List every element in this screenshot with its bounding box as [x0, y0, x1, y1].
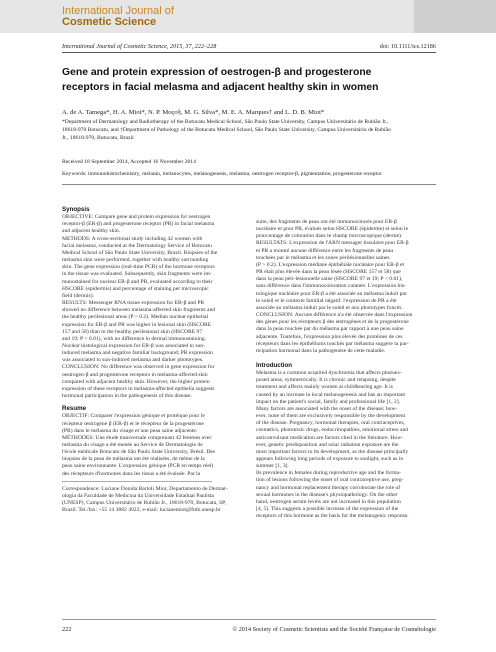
affiliation-line: *Department of Dermatology and Radiotherapy of the Botucatu Medical School, São Paulo State University, Campus Universitário de Rubião Jr., [62, 119, 389, 125]
introduction-line: impact on the patient's social, family and professional life [1, 2]. [256, 398, 401, 405]
synopsis-line: Medical School of São Paulo State University, Brazil. Biopsies of the [62, 249, 218, 256]
synopsis-line: in the tissue was evaluated. Subsequently, skin fragments were im- [62, 271, 212, 278]
synopsis-line: induced melasma and negative familiar background; PR expression [62, 350, 213, 357]
introduction-line: appears following long periods of exposure to sunlight, such as in [256, 456, 404, 462]
resume-line: biopsies de la peau de mélasma ont été réalisées, de même de la [62, 456, 205, 463]
resume-line: suite, des fragments de peau ont été immunocolorés pour ER-β [256, 219, 397, 225]
resume-line: le soleil et le contexte familial négatif. l'expression de PR a été [256, 297, 397, 304]
resume-line: CONCLUSION: Aucune différence n'a été observée dans l'expression [256, 312, 413, 319]
introduction-line: sexual hormones in the disease's physiopathology. On the other [256, 491, 398, 498]
introduction-line: ever, genetic predisposition and solar radiation exposure are the [256, 441, 399, 448]
correspondence-line: ologia da Faculdade de Medicina da Universidade Estadual Paulista [62, 492, 214, 499]
correspondence [62, 486, 242, 515]
resume-line: tologique nucléaire pour ER-β a été associée au mélasma induit par [256, 290, 407, 297]
resume-line: dans la peau péri-lésionnelle saine (HSCORE 97 et 19; P < 0.01), [256, 276, 403, 283]
synopsis-line: and adjacent healthy skin. [62, 228, 121, 235]
resume-line: récepteurs dans les épithéliums touchés par mélasma suggère la par- [256, 340, 409, 347]
synopsis-line: was associated to sun-induced melasma and darker phototypes. [62, 357, 204, 364]
synopsis-line: melasma skin were performed, together with healthy surrounding [62, 257, 209, 264]
resume-line: sans différence dans l'immunocoloration cutanée. L'expression his- [256, 283, 406, 290]
synopsis-line: field (dermis). [62, 292, 94, 299]
banner-graphic [414, 0, 496, 33]
introduction-line: hand, oestrogen serum levels are not increased in this population [256, 498, 401, 505]
resume-line: dans la peau touchée par du mélasma par rapport à une peau saine [256, 326, 404, 333]
resume-continued-text [256, 219, 436, 355]
journal-logo [62, 6, 212, 28]
correspondence-divider [62, 481, 212, 482]
introduction-line: anticonvulsant medication are factors cited in the literature. How- [256, 434, 404, 441]
synopsis-heading: Synopsis [62, 206, 90, 213]
introduction-text [256, 370, 436, 520]
journal-logo-line-1: International Journal of [62, 5, 174, 17]
correspondence-line: Brazil. Tel./fax: +55 14 3882 4922; e-mail: lucianemiot@fmb.unesp.br [62, 507, 221, 514]
resume-line: des gènes pour les récepteurs β des œstrogènes et de la progestérone [256, 319, 409, 326]
resume-line: MÉTHODES: Une étude transversale comprenant 42 femmes avec [62, 434, 212, 441]
resume-line: pourcentage de coloration dans le champ microscopique (derme). [256, 233, 403, 240]
affiliation-line: Jr., 18618-970, Botucatu, Brazil [62, 135, 134, 141]
synopsis-line: expression for ER-β and PR was higher in lesional skin (HSCORE [62, 321, 212, 328]
resume-line: nucléaire et pour PR, évalués selon HSCORE (épiderme) et selon le [256, 226, 409, 233]
synopsis-line: expression of these receptors in melasma-affected epithelia suggests [62, 385, 215, 392]
footer-divider [62, 619, 436, 620]
keywords: Keywords: immunohistochemistry, melanin, melanocytes, melanogenesis, melasma, oestrogen receptor-β, pigmentation, progesterone receptor [62, 171, 382, 177]
resume-line: et PR a montré aucune différence entre les fragments de peau [256, 247, 394, 254]
title-line: receptors in facial melasma and adjacent healthy skin in women [62, 82, 379, 93]
synopsis-line: Nuclear histological expression for ER-β was associated to sun- [62, 342, 205, 349]
synopsis-line: HSCORE (epidermis) and percentage of staining per microscopic [62, 285, 209, 292]
resume-line: l'école médicale Botucatu de São Paulo State University, Brésil. Des [62, 449, 216, 456]
introduction-line: cosmetics, phototoxic drugs, endocrinopathies, emotional stress and [256, 427, 409, 434]
introduction-line: tion of lesions following the onset of oral contraceptive use, preg- [256, 477, 404, 484]
resume-line: ticipation hormonal dans la pathogenèse de cette maladie. [256, 347, 386, 354]
introduction-line: [4, 5]. This suggests a possible increase of the expression of the [256, 506, 399, 513]
resume-line: (PR) dans le mélasma du visage et une peau saine adjacente. [62, 427, 198, 434]
journal-citation: International Journal of Cosmetic Science, 2015, 37, 222–228 [62, 43, 217, 50]
introduction-line: Many factors are associated with the onset of the disease; how- [256, 405, 398, 412]
introduction-line: treatment and affects mainly women at childbearing age. It is [256, 384, 393, 391]
synopsis-line: 157 and 58) than in the healthy perilesional skin (HSCORE 97 [62, 328, 203, 335]
resume-line: RESULTATS: L'expression de l'ARN messager tissulaire pour ER-β [256, 240, 409, 247]
introduction-line: Melasma is a common acquired dyschromia that affects photoex- [256, 370, 402, 377]
synopsis-line: the healthy perilesional areas (P > 0.2). Median nuclear epithelial [62, 314, 208, 321]
journal-banner [0, 0, 496, 33]
resume-line: peau saine environnante. L'expression génique (PCR en temps réel) [62, 463, 214, 470]
synopsis-line: skin. The gene expression (real-time PCR) of the hormone receptors [62, 264, 215, 271]
resume-line: (P > 0.2). L'expression médiane épithéliale nucléaire pour ER-β et [256, 261, 404, 268]
introduction-line: nancy and hormonal replacement therapy corroborate the role of [256, 484, 401, 491]
article-title [62, 65, 436, 95]
resume-text [62, 413, 242, 477]
left-column [62, 206, 242, 514]
journal-logo-line-2: Cosmetic Science [62, 16, 157, 28]
synopsis-line: receptor-β (ER-β) and progesterone receptor (PR) in facial melasma [62, 221, 215, 228]
keywords-divider [62, 184, 436, 185]
synopsis-text [62, 214, 242, 400]
resume-line: des récepteurs d'hormones dans les tissus a été évaluée. Par la [62, 470, 201, 477]
synopsis-line: compared with adjacent healthy skin. However, the higher protein [62, 378, 210, 385]
author-list: A. de A. Tamega*, H. A. Miot*, N. P. Moço§, M. G. Silva*, M. E. A. Marques† and L. D. B. Miot* [62, 109, 325, 116]
introduction-line: summer [1, 3]. [256, 463, 289, 470]
synopsis-line: oestrogen-β and progesterone receptors in melasma-affected skin [62, 371, 208, 378]
doi-link[interactable]: doi: 10.1111/ics.12186 [379, 43, 436, 50]
resume-line: mélasma du visage a été menée au Service de Dermatologie de [62, 442, 203, 448]
title-line: Gene and protein expression of oestrogen-β and progesterone [62, 67, 372, 78]
introduction-line: Its prevalence in females during reproductive age and the forma- [256, 470, 401, 477]
introduction-line: receptors of this hormone as the basis for the melanogenic response. [256, 513, 409, 520]
received-accepted-dates: Received 18 September 2014, Accepted 16 November 2014 [62, 159, 196, 165]
right-column [256, 219, 436, 520]
synopsis-line: hormonal participation in the pathogenesis of this disease. [62, 393, 192, 400]
introduction-line: ever, none of them are exclusively responsible by the development [256, 413, 406, 420]
resume-line: adjacente. Toutefois, l'expression plus élevée des protéines de ces [256, 333, 403, 340]
resume-line: associée au mélasma induit par le soleil et aux phototypes foncés. [256, 304, 403, 311]
introduction-line: posed areas, symmetrically. It is chronic and relapsing, despite [256, 377, 396, 384]
page-number: 222 [62, 626, 72, 633]
synopsis-line: METHODS: A cross-sectional study including 42 women with [62, 235, 203, 242]
synopsis-line: CONCLUSION: No difference was observed in gene expression for [62, 364, 215, 371]
introduction-line: of the disease. Pregnancy, hormonal therapies, oral contraceptives, [256, 420, 405, 427]
resume-line: OBJECTIF: Comparer l'expression génique et protéique pour le [62, 413, 205, 420]
affiliation-line: 18618-970 Botucatu, and †Department of Pathology of the Botucatu Medical School, São Paulo State University, Campus Universitário de Rubião [62, 127, 391, 133]
resume-line: touchées par le mélasma et les zones périlésionnelles saines [256, 254, 390, 261]
introduction-heading: Introduction [256, 361, 293, 369]
resume-line: PR était plus élevée dans la peau lésée (HSCORE 157 et 58) que [256, 269, 401, 276]
resume-heading: Resume [62, 405, 87, 413]
synopsis-line: and 19; P < 0.01), with no difference in dermal immunostaining. [62, 335, 207, 342]
introduction-line: caused by an increase in local melanogenesis and has an important [256, 391, 406, 398]
correspondence-line: (UNESP), Campus Universitário de Rubião Jr., 18618-970, Botucatu, SP, [62, 500, 227, 507]
correspondence-line: Correspondence: Luciane Donida Bartoli Miot, Departamento de Dermat- [62, 485, 228, 492]
affiliations [62, 118, 436, 142]
synopsis-line: OBJECTIVE: Compare gene and protein expression for oestrogen [62, 214, 211, 221]
synopsis-line: showed no difference between melasma-affected skin fragments and [62, 307, 216, 314]
copyright-notice: © 2014 Society of Cosmetic Scientists and the Société Française de Cosmétologie [232, 626, 436, 633]
header-divider [62, 52, 436, 53]
synopsis-line: facial melasma, conducted at the Dermatology Service of Botucatu [62, 242, 212, 249]
introduction-line: most important factors to its development, as the disease principally [256, 448, 409, 455]
synopsis-line: munostained for nuclear ER-β and PR, evaluated according to their [62, 278, 213, 285]
resume-line: récepteur œstrogène β (ER-β) et le récepteur de la progestérone [62, 420, 204, 427]
synopsis-line: RESULTS: Messenger RNA tissue expression for ER-β and PR [62, 300, 205, 307]
